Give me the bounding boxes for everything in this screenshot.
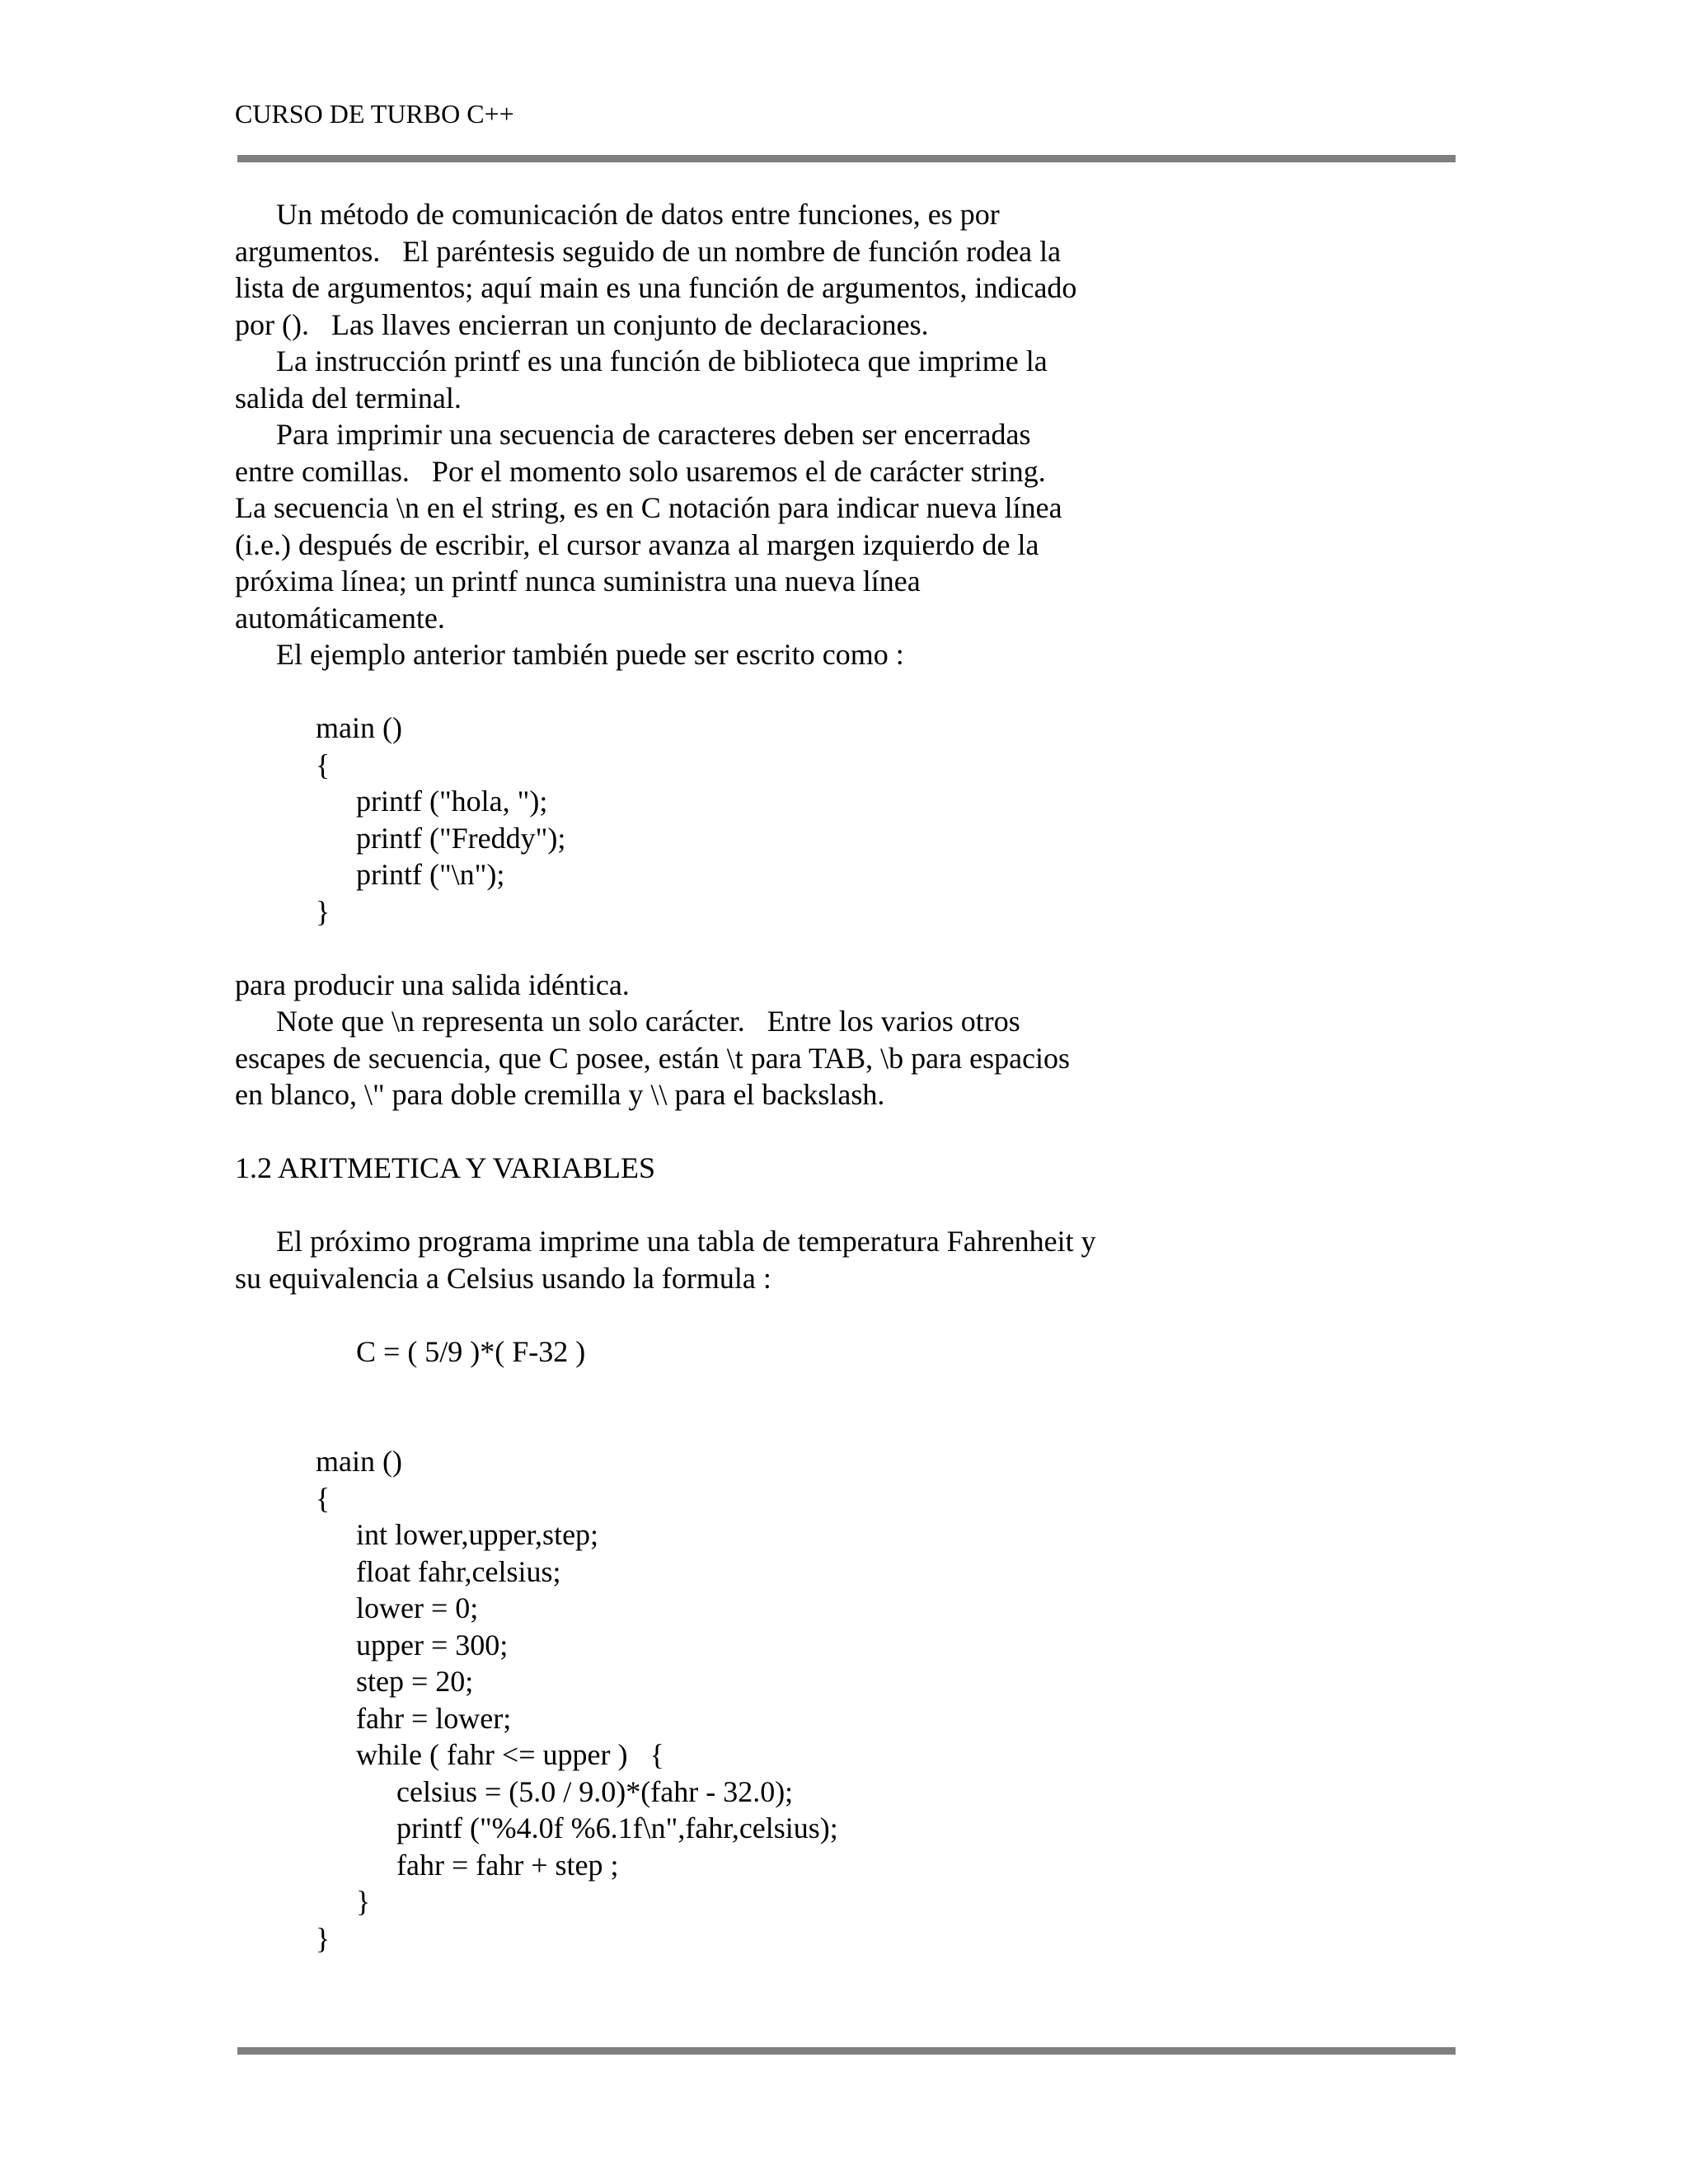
text-line: su equivalencia a Celsius usando la formula : <box>235 1261 771 1295</box>
blank-line <box>235 1370 1455 1407</box>
code-line: printf ("Freddy"); <box>356 821 566 855</box>
code-line: int lower,upper,step; <box>356 1518 599 1551</box>
text-line: Un método de comunicación de datos entre funciones, es por <box>276 198 1000 231</box>
text-line: escapes de secuencia, que C posee, están \t para TAB, \b para espacios <box>235 1041 1071 1075</box>
blank-line <box>235 1296 1455 1333</box>
code-line: } <box>316 1921 331 1955</box>
code-line: printf ("%4.0f %6.1f\n",fahr,celsius); <box>396 1811 838 1844</box>
code-line: step = 20; <box>356 1665 474 1698</box>
text-line: La instrucción printf es una función de biblioteca que imprime la <box>276 344 1048 377</box>
text-line: El ejemplo anterior también puede ser escrito como : <box>276 638 904 671</box>
text-line: entre comillas. Por el momento solo usaremos el de carácter string. <box>235 454 1046 488</box>
code-line: C = ( 5/9 )*( F-32 ) <box>356 1334 586 1368</box>
blank-line <box>235 673 1455 710</box>
body-text <box>235 196 1455 1957</box>
code-line: while ( fahr <= upper ) { <box>356 1738 664 1771</box>
code-line: lower = 0; <box>356 1591 479 1624</box>
running-header: CURSO DE TURBO C++ <box>235 99 514 129</box>
text-line: (i.e.) después de escribir, el cursor avanza al margen izquierdo de la <box>235 527 1039 561</box>
blank-line <box>235 1407 1455 1444</box>
text-line: salida del terminal. <box>235 381 462 415</box>
text-line: 1.2 ARITMETICA Y VARIABLES <box>235 1151 656 1184</box>
text-line: Para imprimir una secuencia de caracteres deben ser encerradas <box>276 418 1031 451</box>
text-line: próxima línea; un printf nunca suministra una nueva línea <box>235 565 921 598</box>
code-line: celsius = (5.0 / 9.0)*(fahr - 32.0); <box>396 1774 794 1808</box>
blank-line <box>235 1187 1455 1224</box>
code-line: main () <box>316 1445 402 1478</box>
code-line: main () <box>316 711 402 744</box>
header-rule <box>237 155 1456 162</box>
text-line: lista de argumentos; aquí main es una función de argumentos, indicado <box>235 271 1077 304</box>
code-line: } <box>356 1885 371 1918</box>
code-line: upper = 300; <box>356 1628 509 1661</box>
footer-rule <box>237 2047 1456 2055</box>
code-line: fahr = lower; <box>356 1701 512 1735</box>
code-line: printf ("hola, "); <box>356 785 548 818</box>
code-line: printf ("\n"); <box>356 858 505 891</box>
text-line: Note que \n representa un solo carácter. Entre los varios otros <box>276 1005 1020 1038</box>
text-line: para producir una salida idéntica. <box>235 968 630 1001</box>
text-line: por (). Las llaves encierran un conjunto de declaraciones. <box>235 307 929 341</box>
text-line: automáticamente. <box>235 601 445 635</box>
text-line: argumentos. El paréntesis seguido de un nombre de función rodea la <box>235 234 1062 268</box>
text-line: en blanco, \" para doble cremilla y \\ para el backslash. <box>235 1078 885 1111</box>
code-line: float fahr,celsius; <box>356 1554 561 1588</box>
blank-line <box>235 1113 1455 1151</box>
blank-line <box>235 930 1455 967</box>
code-line: { <box>316 1481 331 1515</box>
code-line: { <box>316 748 331 781</box>
code-line: fahr = fahr + step ; <box>396 1848 619 1882</box>
code-line: } <box>316 894 331 928</box>
text-line: La secuencia \n en el string, es en C notación para indicar nueva línea <box>235 491 1062 524</box>
text-line: El próximo programa imprime una tabla de temperatura Fahrenheit y <box>276 1225 1096 1258</box>
